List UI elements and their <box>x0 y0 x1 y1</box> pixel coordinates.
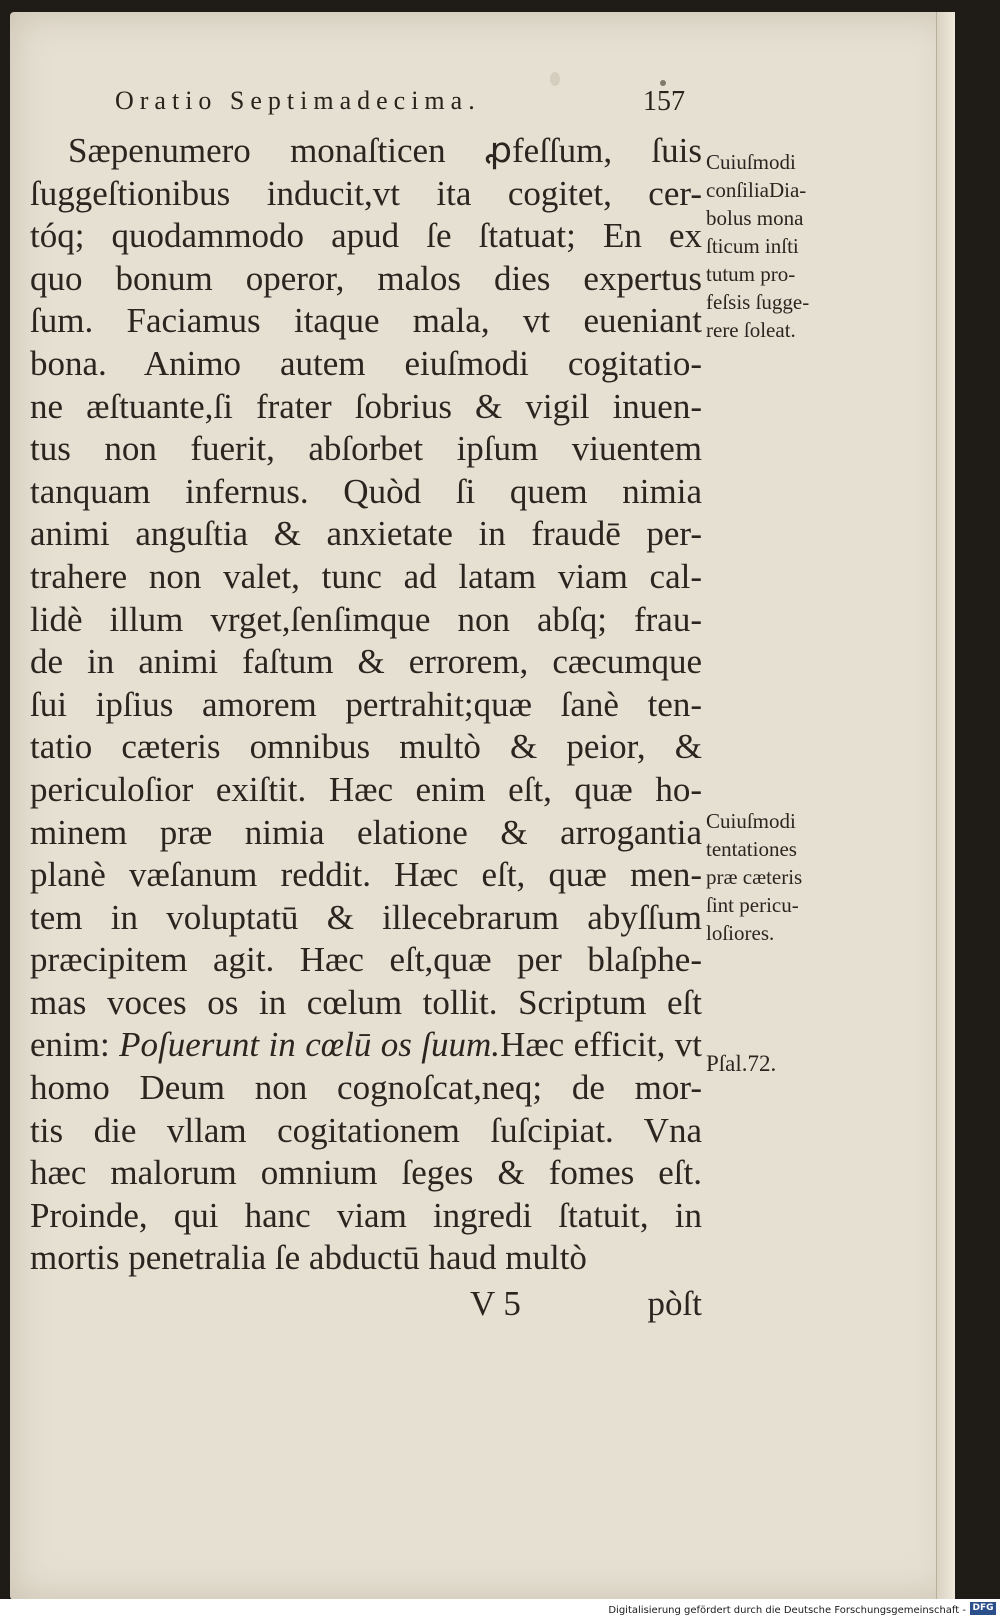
text-line: trahere non valet, tunc ad latam viam cal- <box>30 556 702 596</box>
text-line: mortis penetralia ſe abductū haud multò <box>30 1238 587 1278</box>
psalm-quote: Poſuerunt in cœlū os ſuum. <box>119 1025 501 1065</box>
text-line: quo bonum operor, malos dies expertus <box>30 258 702 298</box>
text-line: homo Deum non cognoſcat,neq; de mor- <box>30 1068 702 1108</box>
psalm-reference: Pſal.72. <box>706 1051 777 1076</box>
text-line: periculoſior exiſtit. Hæc enim eſt, quæ ho- <box>30 769 702 809</box>
text-line: tem in voluptatū & illecebrarum abyſſum <box>30 897 702 937</box>
page-number: 157 <box>643 86 685 117</box>
note-line: ſticum inſti <box>706 234 799 258</box>
text-line: bona. Animo autem eiuſmodi cogitatio- <box>30 343 702 383</box>
note-line: Cuiuſmodi <box>706 150 796 174</box>
note-line: feſsis ſugge- <box>706 290 810 314</box>
note-line: ſint pericu- <box>706 893 799 917</box>
text-line: tanquam infernus. Quòd ſi quem nimia <box>30 471 702 511</box>
running-head: Oratio Septimadecima. <box>115 86 481 115</box>
text-line: minem præ nimia elatione & arrogantia <box>30 812 702 852</box>
text-line: lidè illum vrget,ſenſimque non abſq; frau- <box>30 599 702 639</box>
text-line: hæc malorum omnium ſeges & fomes eſt. <box>30 1153 702 1193</box>
text-run: enim: <box>30 1025 120 1065</box>
text-line: tatio cæteris omnibus multò & peior, & <box>30 727 702 767</box>
page-edge <box>936 12 955 1600</box>
text-line: ſui ipſius amorem pertrahit;quæ ſanè ten- <box>30 684 702 724</box>
note-line: loſiores. <box>706 921 775 945</box>
marginal-note <box>706 807 802 947</box>
page-header <box>115 86 715 126</box>
funding-credit: Digitalisierung gefördert durch die Deutsche Forschungsgemeinschaft - <box>608 1605 966 1616</box>
text-line: mas voces os in cœlum tollit. Scriptum eſt <box>30 982 702 1022</box>
text-line: Sæpenumero monaſticen ꝓfeſſum, ſuis <box>68 131 702 170</box>
catchword: pòſt <box>647 1284 702 1323</box>
text-line: tis die vllam cogitationem ſuſcipiat. Vna <box>30 1110 702 1150</box>
page-footer <box>30 1284 702 1334</box>
text-line: ne æſtuante,ſi frater ſobrius & vigil inuen- <box>30 386 702 426</box>
text-line-mixed <box>30 1024 702 1067</box>
note-line: tutum pro- <box>706 262 796 286</box>
text-line: Proinde, qui hanc viam ingredi ſtatuit, in <box>30 1195 702 1235</box>
dfg-logo: DFG <box>970 1602 996 1615</box>
text-line: de in animi faſtum & errorem, cæcumque <box>30 642 702 682</box>
text-line: planè væſanum reddit. Hæc eſt, quæ men- <box>30 855 702 895</box>
text-line: ſuggeſtionibus inducit,vt ita cogitet, cer- <box>30 173 702 213</box>
text-line: præcipitem agit. Hæc eſt,quæ per blaſphe- <box>30 940 702 980</box>
note-line: bolus mona <box>706 206 804 230</box>
text-line: tóq; quodammodo apud ſe ſtatuat; En ex <box>30 216 702 256</box>
text-run: Hæc efficit, vt <box>500 1025 702 1065</box>
signature-mark: V 5 <box>470 1284 521 1323</box>
main-text <box>30 130 702 1280</box>
ink-spot <box>550 72 560 86</box>
text-line: tus non fuerit, abſorbet ipſum viuentem <box>30 429 702 469</box>
note-line: Cuiuſmodi <box>706 809 796 833</box>
note-line: tentationes <box>706 837 797 861</box>
credit-bar <box>0 1599 1000 1617</box>
text-line: animi anguſtia & anxietate in fraudē per- <box>30 514 702 554</box>
note-line: præ cæteris <box>706 865 803 889</box>
marginal-note <box>706 148 809 344</box>
note-line: rere ſoleat. <box>706 318 796 342</box>
note-line: conſiliaDia- <box>706 178 807 202</box>
text-line: ſum. Faciamus itaque mala, vt eueniant <box>30 301 702 341</box>
